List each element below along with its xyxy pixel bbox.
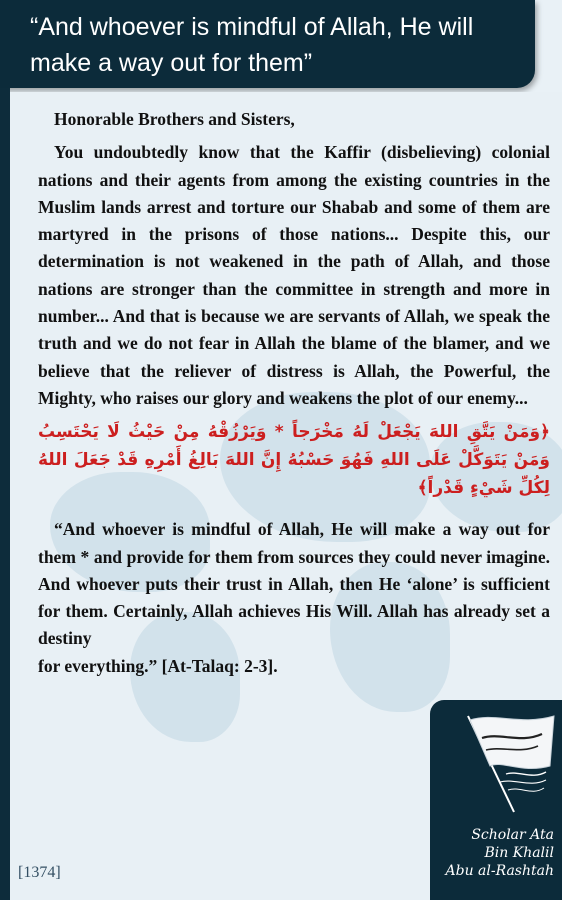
page-title: “And whoever is mindful of Allah, He will make a way out for them” [30,13,474,77]
paragraph: You undoubtedly know that the Kaffir (disbelieving) colonial nations and their agents from among the existing countries in the Muslim lands arrest and torture our Shabab and some of them are martyred in the prisons of those nations... Despite this, our determination is not weakened in the path of Allah, and those nations are stronger than the committee in strength and more in number... And that is because we are servants of Allah, we speak the truth and we do not fear in Allah the blame of the blamer, and we believe that the reliever of distress is Allah, the Powerful, the Mighty, who raises our glory and weakens the plot of our enemy... [38,142,550,408]
verse-translation-text: “And whoever is mindful of Allah, He will make a way out for them * and provide for them from sources they could never imagine. And whoever puts their trust in Allah, then He ‘alone’ is sufficient for them. Certainly, Allah achieves His Will. Allah has already set a destiny [38,519,550,649]
arabic-verse: ﴿وَمَنْ يَتَّقِ اللهَ يَجْعَلْ لَهُ مَخْرَجاً * وَيَرْزُقْهُ مِنْ حَيْثُ لَا يَحْتَسِبُ وَمَنْ يَتَوَكَّلْ عَلَى اللهِ فَهُوَ حَسْبُهُ إِنَّ اللهَ بَالِغُ أَمْرِهِ قَدْ جَعَلَ اللهُ لِكُلِّ شَيْءٍ قَدْراً﴾ [38,422,550,499]
header [0,0,562,92]
author-line: Abu al-Rashtah [445,863,554,879]
author-name [432,826,554,880]
left-accent-strip [0,88,10,900]
flag-icon [450,708,560,818]
author-line: Scholar Ata [471,827,554,843]
article-body [38,106,550,680]
salutation: Honorable Brothers and Sisters, [54,109,295,129]
title-bar [0,0,535,88]
author-line: Bin Khalil [484,845,554,861]
issue-number: [1374] [18,864,61,881]
verse-translation [38,516,550,680]
verse-translation-end: for everything.” [At-Talaq: 2-3]. [38,655,278,676]
